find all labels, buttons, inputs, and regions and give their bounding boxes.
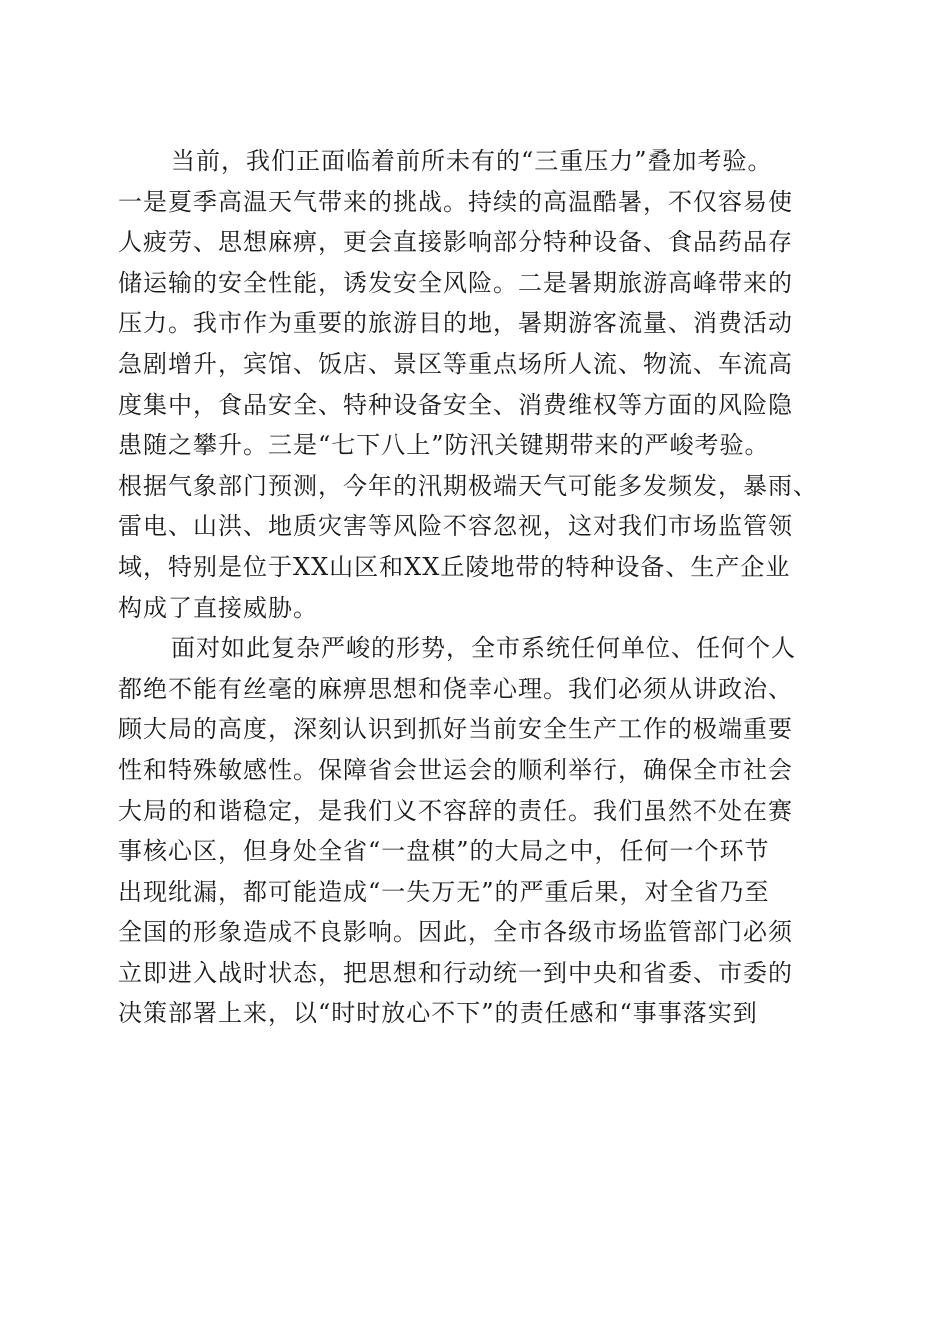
paragraph-line: 全国的形象造成不良影响。因此，全市各级市场监管部门必须 — [118, 918, 793, 947]
paragraph-line: 根据气象部门预测，今年的汛期极端天气可能多发频发，暴雨、 — [118, 471, 818, 500]
paragraph-line: 急剧增升，宾馆、饭店、景区等重点场所人流、物流、车流高 — [118, 349, 793, 378]
paragraph-line: 患随之攀升。三是“七下八上”防汛关键期带来的严峻考验。 — [118, 431, 770, 460]
paragraph-line: 立即进入战时状态，把思想和行动统一到中央和省委、市委的 — [118, 958, 793, 987]
paragraph-2 — [118, 628, 828, 1034]
paragraph-line: 域，特别是位于XX山区和XX丘陵地带的特种设备、生产企业 — [118, 552, 791, 581]
paragraph-line: 决策部署上来，以“时时放心不下”的责任感和“事事落实到 — [118, 999, 758, 1028]
paragraph-line: 压力。我市作为重要的旅游目的地，暑期游客流量、消费活动 — [118, 309, 793, 338]
paragraph-1 — [118, 141, 828, 628]
paragraph-line: 大局的和谐稳定，是我们义不容辞的责任。我们虽然不处在赛 — [118, 796, 793, 825]
paragraph-line: 人疲劳、思想麻痹，更会直接影响部分特种设备、食品药品存 — [118, 228, 793, 257]
paragraph-line: 出现纰漏，都可能造成“一失万无”的严重后果，对全省乃至 — [118, 877, 770, 906]
paragraph-line: 事核心区，但身处全省“一盘棋”的大局之中，任何一个环节 — [118, 837, 770, 866]
paragraph-line: 度集中，食品安全、特种设备安全、消费维权等方面的风险隐 — [118, 390, 793, 419]
paragraph-line: 当前，我们正面临着前所未有的“三重压力”叠加考验。 — [171, 147, 773, 175]
paragraph-line: 雷电、山洪、地质灾害等风险不容忽视，这对我们市场监管领 — [118, 512, 793, 541]
paragraph-line: 面对如此复杂严峻的形势，全市系统任何单位、任何个人 — [171, 634, 796, 663]
paragraph-line: 性和特殊敏感性。保障省会世运会的顺利举行，确保全市社会 — [118, 755, 793, 784]
paragraph-line: 一是夏季高温天气带来的挑战。持续的高温酷暑，不仅容易使 — [118, 187, 793, 216]
paragraph-line: 储运输的安全性能，诱发安全风险。二是暑期旅游高峰带来的 — [118, 268, 793, 297]
paragraph-line: 构成了直接威胁。 — [118, 593, 318, 622]
paragraph-line: 顾大局的高度，深刻认识到抓好当前安全生产工作的极端重要 — [118, 715, 793, 744]
document-body — [118, 141, 828, 1034]
paragraph-line: 都绝不能有丝毫的麻痹思想和侥幸心理。我们必须从讲政治、 — [118, 674, 793, 703]
